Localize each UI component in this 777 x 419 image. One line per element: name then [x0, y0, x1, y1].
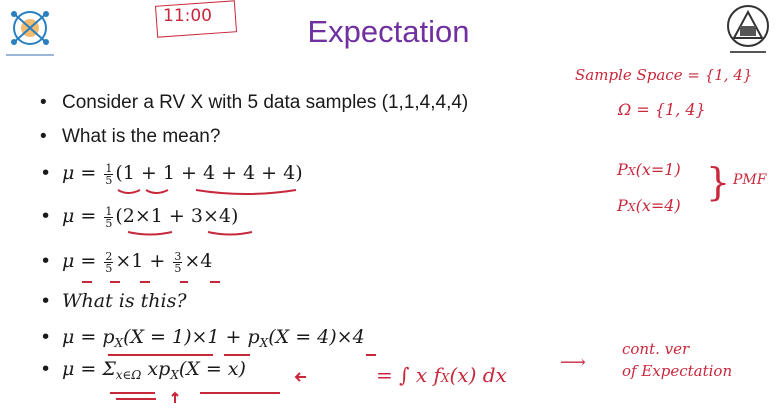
annotation-integral: = ∫ x fX(x) dx [376, 363, 507, 387]
equation-5: • $\mu = \Sigma_{x\in\Omega}$ $xp_X(X = x)$ [40, 358, 246, 382]
timer-text: 11:00 [163, 6, 212, 26]
annotation-pmf-line1: PX(x=1) [617, 160, 681, 179]
annotation-arrow-icon: ⟶ [560, 352, 586, 373]
equation-3: • μ = $\frac{2}{5}$ ×1 + $\frac{3}{5}$ ×4 [40, 249, 213, 275]
equation-2: • μ = $\frac{1}{5}$ (2×1 + 3×4) [40, 204, 239, 230]
bullet-what-is-this: • What is this? [40, 290, 187, 312]
annotation-cont-line2: of Expectation [622, 362, 733, 380]
annotation-sample-space: Sample Space = {1, 4} [575, 66, 753, 84]
annotation-pmf-line2: PX(x=4) [617, 196, 681, 215]
equation-4: • $\mu = p_X(X = 1)\times 1 + p_X(X = 4)\times 4$ [40, 326, 365, 350]
annotation-cont-line1: cont. ver [622, 340, 690, 358]
annotation-brace: } [706, 160, 731, 204]
slide-title: Expectation [307, 14, 470, 49]
annotation-omega: Ω = {1, 4} [618, 100, 706, 119]
bullet-consider: • Consider a RV X with 5 data samples (1,1,4,4,4) [40, 92, 469, 113]
bullet-question-mean: • What is the mean? [40, 126, 221, 147]
annotation-pmf-label: PMF [733, 172, 767, 188]
equation-1: • μ = $\frac{1}{5}$ (1 + 1 + 4 + 4 + 4) [40, 161, 303, 187]
